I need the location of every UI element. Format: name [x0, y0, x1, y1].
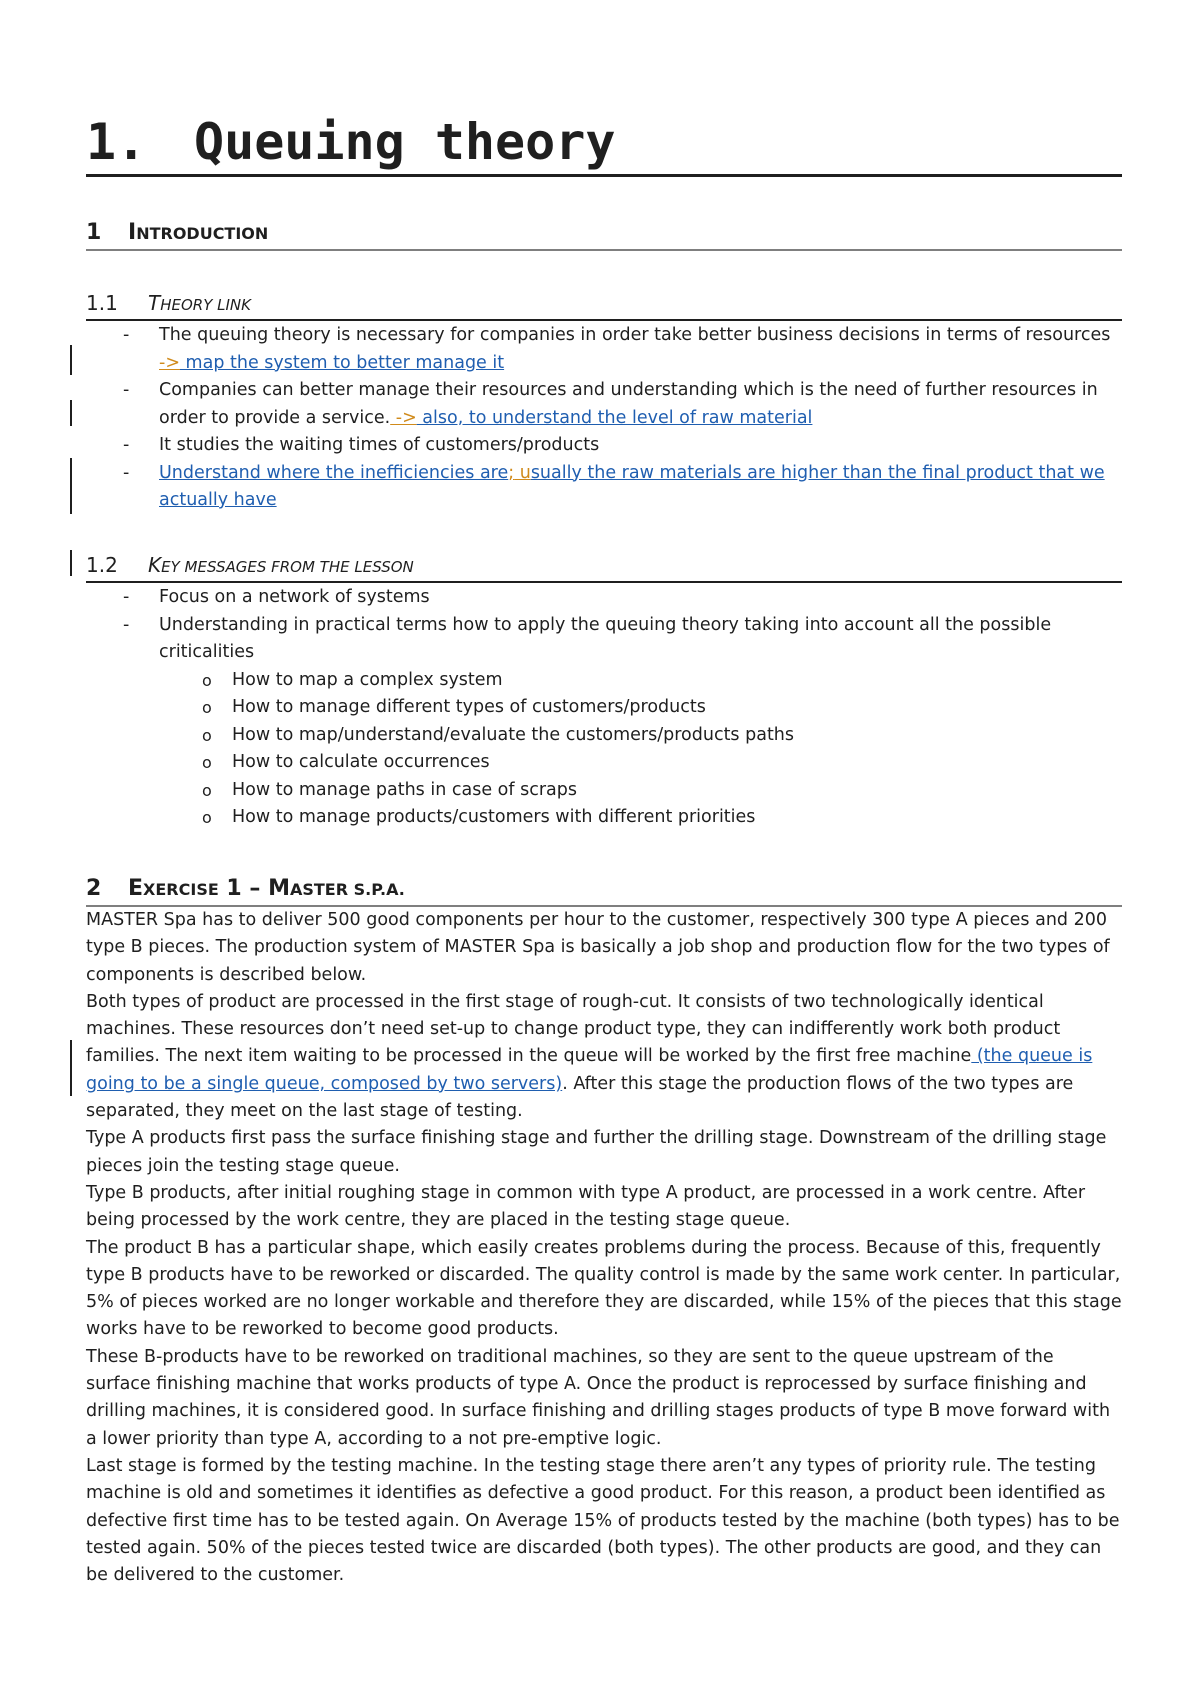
paragraph: Both types of product are processed in the first stage of rough-cut. It consists of two technologically identical machines. These resources don’t need set-up to change product type, they can indifferently work both product families. The next item waiting to be processed in the queue will be worked by the first free machine (the queue is going to be a single queue, composed by two servers). After this stage the production flows of the two types are separated, they meet on the last stage of testing.: [86, 991, 1093, 1122]
arrow-annotation: ->: [390, 407, 417, 428]
change-bar: [70, 1040, 72, 1096]
subsection-heading-theory-link: 1.1 THEORY LINK: [86, 289, 1122, 321]
sub-list-item: o How to map/understand/evaluate the customers/products paths: [86, 722, 1122, 750]
paragraph: Type A products first pass the surface finishing stage and further the drilling stage. Downstream of the drilling stage pieces join the testing stage queue.: [86, 1128, 1107, 1176]
change-bar: [70, 345, 72, 375]
annotation-link[interactable]: also, to understand the level of raw material: [416, 407, 813, 428]
arrow-annotation: ->: [159, 352, 180, 373]
list-item: - It studies the waiting times of customers/products: [86, 432, 1122, 460]
paragraph: Type B products, after initial roughing stage in common with type A product, are processed in a work centre. After being processed by the work centre, they are placed in the testing stage queue.: [86, 1182, 1086, 1231]
list-item: - Focus on a network of systems: [86, 584, 1122, 612]
page-title: [86, 112, 1122, 177]
exercise-body: [86, 907, 1122, 1589]
subsection-heading-key-messages: 1.2 KEY MESSAGES FROM THE LESSON: [86, 551, 1122, 583]
paragraph: MASTER Spa has to deliver 500 good components per hour to the customer, respectively 300 type A pieces and 200 type B pieces. The production system of MASTER Spa is basically a job shop and production flow for the two types of components is described below.: [86, 910, 1110, 985]
theory-link-list: [86, 322, 1122, 515]
circle-bullet: o: [202, 725, 212, 745]
dash-bullet: -: [123, 380, 130, 400]
list-item: - Companies can better manage their resources and understanding which is the need of further resources in order to provide a service. -> also, to understand the level of raw material: [86, 377, 1122, 432]
paragraph: The product B has a particular shape, which easily creates problems during the process. Because of this, frequently type B products have to be reworked or discarded. The quality control is made by the same work center. In particular, 5% of pieces worked are no longer workable and therefore they are discarded, while 15% of the pieces that this stage works have to be reworked to become good products.: [86, 1237, 1122, 1340]
sub-list-item: o How to map a complex system: [86, 667, 1122, 695]
change-bar: [70, 400, 72, 426]
sub-list-item: o How to manage different types of customers/products: [86, 694, 1122, 722]
paragraph: Last stage is formed by the testing machine. In the testing stage there aren’t any types of priority rule. The testing machine is old and sometimes it identifies as defective a good product. For this reason, a product been identified as defective first time has to be tested again. On Average 15% of products tested by the machine (both types) has to be tested again. 50% of the pieces tested twice are discarded (both types). The other products are good, and they can be delivered to the customer.: [86, 1455, 1120, 1586]
list-item: - The queuing theory is necessary for companies in order take better business decisions in terms of resources -> map the system to better manage it: [86, 322, 1122, 377]
key-messages-list: [86, 584, 1122, 832]
sub-list-item: o How to calculate occurrences: [86, 749, 1122, 777]
circle-bullet: o: [202, 808, 212, 827]
sub-list-item: o How to manage products/customers with different priorities: [86, 804, 1122, 832]
dash-bullet: -: [123, 462, 130, 483]
sub-list-item: o How to manage paths in case of scraps: [86, 777, 1122, 805]
list-item: - Understanding in practical terms how to apply the queuing theory taking into account all the possible criticalities: [86, 612, 1122, 667]
circle-bullet: o: [202, 670, 212, 690]
dash-bullet: -: [123, 435, 130, 455]
section-heading-introduction: 1 INTRODUCTION: [86, 218, 1122, 251]
annotation-link[interactable]: map the system to better manage it: [179, 352, 505, 373]
circle-bullet: o: [202, 753, 212, 772]
dash-bullet: -: [123, 587, 130, 607]
circle-bullet: o: [202, 698, 212, 717]
change-bar: [70, 550, 72, 576]
section-number: 1: [86, 220, 102, 245]
section-heading-exercise-1: 2 EXERCISE 1 – MASTER S.P.A.: [86, 874, 1122, 907]
annotation-link[interactable]: Understand where the inefficiencies are: [159, 462, 509, 483]
dash-bullet: -: [123, 614, 130, 635]
subsection-number: 1.1: [86, 291, 118, 315]
annotation-link[interactable]: (the queue is going to be a single queue, composed by two servers): [86, 1046, 1093, 1094]
subsection-number: 1.2: [86, 553, 118, 577]
change-bar: [70, 458, 72, 514]
title-number: 1.: [86, 113, 147, 171]
dash-bullet: -: [123, 325, 130, 345]
annotation-link[interactable]: sually the raw materials are higher than the final product that we actually have: [159, 462, 1105, 510]
title-text: Queuing theory: [194, 113, 616, 171]
section-number: 2: [86, 876, 102, 901]
list-item: - Understand where the inefficiencies are; usually the raw materials are higher than the final product that we actually have: [86, 460, 1122, 515]
paragraph: These B-products have to be reworked on traditional machines, so they are sent to the queue upstream of the surface finishing machine that works products of type A. Once the product is reprocessed by surface finishing and drilling machines, it is considered good. In surface finishing and drilling stages products of type B move forward with a lower priority than type A, according to a not pre-emptive logic.: [86, 1346, 1111, 1449]
circle-bullet: o: [202, 780, 212, 800]
